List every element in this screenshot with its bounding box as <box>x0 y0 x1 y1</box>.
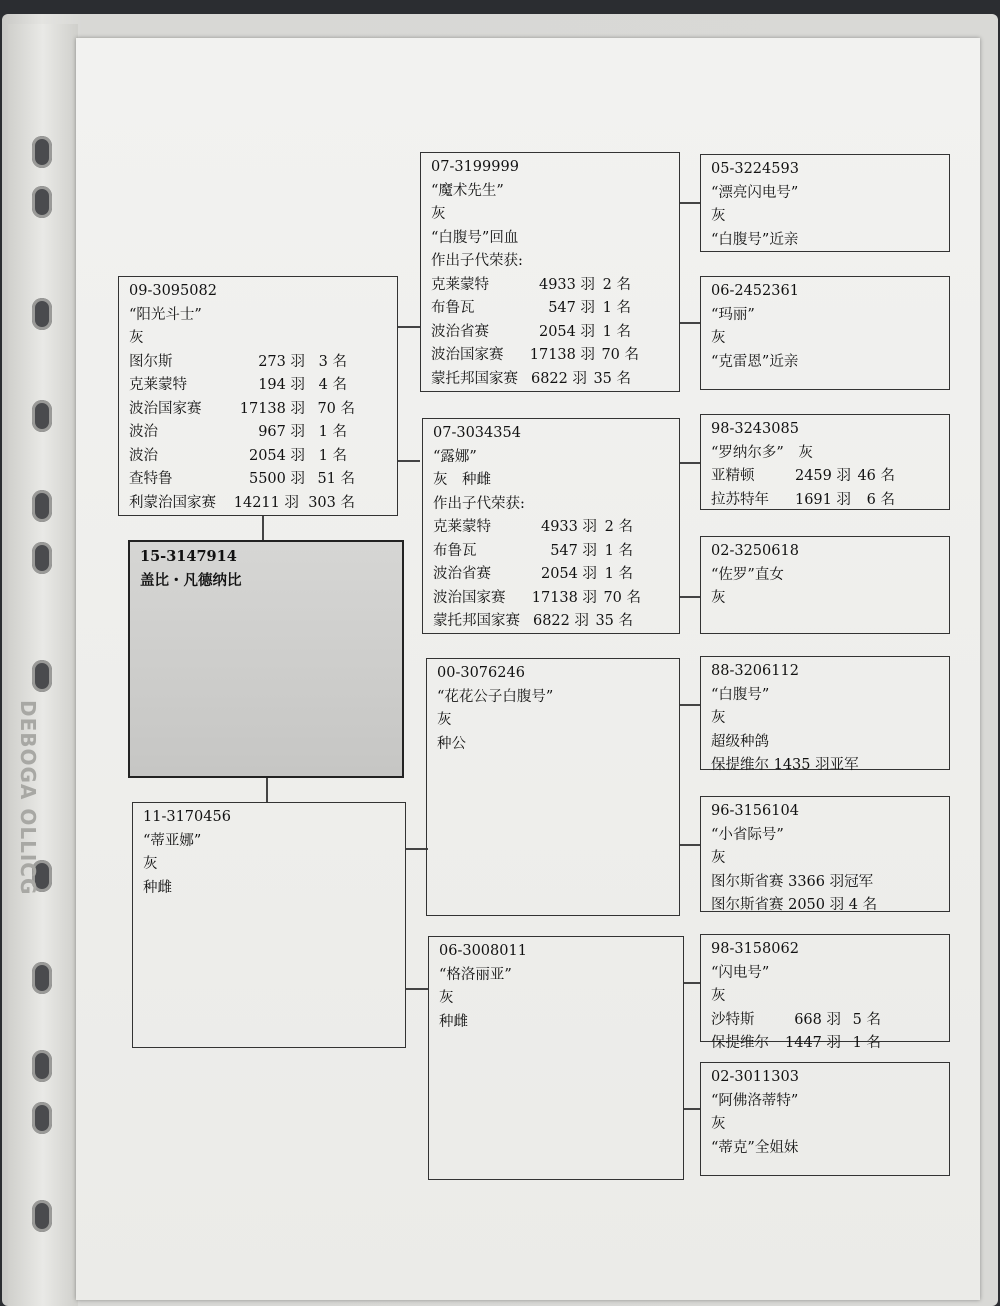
pigeon-name: “玛丽” <box>711 306 755 323</box>
result-row: 拉苏特年 1691 羽 6 名 <box>711 491 895 508</box>
connector-line <box>680 596 700 598</box>
punch-hole <box>32 1200 52 1232</box>
pigeon-name: “漂亮闪电号” <box>711 184 799 201</box>
punch-hole <box>32 542 52 574</box>
ring-number: 88-3206112 <box>711 663 799 679</box>
sire-dam-box <box>422 418 680 634</box>
pigeon-note: “克雷恩”近亲 <box>711 353 799 370</box>
pigeon-color: 灰 <box>431 206 446 222</box>
punch-hole <box>32 186 52 218</box>
connector-line <box>684 982 700 984</box>
result-row: 波治国家赛 17138 羽 70 名 <box>433 589 641 606</box>
sire-box <box>118 276 398 516</box>
sire-dam-sire-box <box>700 414 950 510</box>
race-result: 保提维尔 1435 羽亚军 <box>711 757 859 773</box>
pigeon-color: 灰 <box>711 710 726 726</box>
result-row: 亚精顿 2459 羽 46 名 <box>711 468 895 484</box>
result-row: 波治省赛 2054 羽 1 名 <box>431 323 631 340</box>
pigeon-name: “格洛丽亚” <box>439 966 512 983</box>
pigeon-name: “佐罗”直女 <box>711 566 784 583</box>
subject-box <box>128 540 404 778</box>
result-row: 克莱蒙特 194 羽 4 名 <box>129 377 347 393</box>
sleeve-brand: DEBOGA OLLICG <box>16 700 40 896</box>
dam-sire-sire-box <box>700 656 950 773</box>
ring-number: 05-3224593 <box>711 161 799 177</box>
sire-sire-dam-box <box>700 276 950 390</box>
connector-line <box>680 202 700 204</box>
sire-dam-dam-box <box>700 536 950 634</box>
result-row: 波治 967 羽 1 名 <box>129 424 347 440</box>
result-row: 波治省赛 2054 羽 1 名 <box>433 566 633 582</box>
connector-line <box>406 848 428 850</box>
pigeon-color: 灰 <box>437 712 452 728</box>
dam-dam-dam-box <box>700 1062 950 1176</box>
connector-line <box>398 460 420 462</box>
pigeon-color: 灰 <box>711 850 726 866</box>
result-row: 查特鲁 5500 羽 51 名 <box>129 471 355 487</box>
pigeon-color: 灰 <box>711 1116 726 1132</box>
pigeon-name: “魔术先生” <box>431 182 504 199</box>
punch-hole <box>32 400 52 432</box>
pigeon-color: 灰 <box>711 988 726 1004</box>
result-row: 布鲁瓦 547 羽 1 名 <box>431 300 631 316</box>
ring-number: 06-2452361 <box>711 283 799 299</box>
pigeon-note: 种雌 <box>439 1013 468 1030</box>
pigeon-color: 灰 <box>711 208 726 224</box>
result-row: 克莱蒙特 4933 羽 2 名 <box>431 276 631 293</box>
pedigree-sheet <box>76 38 980 1300</box>
punch-hole <box>32 298 52 330</box>
pigeon-color: 灰 <box>439 990 454 1006</box>
sire-sire-box <box>420 152 680 392</box>
ring-number: 96-3156104 <box>711 803 799 819</box>
ring-number: 02-3011303 <box>711 1069 799 1085</box>
pigeon-note: “白腹号”近亲 <box>711 231 799 248</box>
ring-number: 98-3158062 <box>711 941 799 957</box>
result-row: 波治 2054 羽 1 名 <box>129 447 347 464</box>
connector-line <box>406 988 428 990</box>
ring-number: 06-3008011 <box>439 943 527 959</box>
connector-line <box>680 462 700 464</box>
punch-hole <box>32 490 52 522</box>
ring-number: 11-3170456 <box>143 809 231 825</box>
pigeon-color: 灰 <box>711 330 726 346</box>
result-row: 利蒙治国家赛 14211 羽 303 名 <box>129 494 355 511</box>
pigeon-name: 盖比・凡德纳比 <box>140 571 242 589</box>
dam-sire-dam-box <box>700 796 950 912</box>
result-row: 蒙托邦国家赛 6822 羽 35 名 <box>431 370 631 387</box>
punch-hole <box>32 1050 52 1082</box>
result-row: 布鲁瓦 547 羽 1 名 <box>433 542 633 559</box>
pigeon-color: 灰 种雌 <box>433 472 491 488</box>
pigeon-color: 灰 <box>143 856 158 872</box>
pigeon-name: “白腹号” <box>711 686 770 703</box>
dam-dam-box <box>428 936 684 1180</box>
connector-line <box>680 844 700 846</box>
result-row: 克莱蒙特 4933 羽 2 名 <box>433 519 633 535</box>
connector-line <box>680 322 700 324</box>
result-row: 图尔斯 273 羽 3 名 <box>129 353 347 370</box>
connector-line <box>266 778 268 802</box>
dam-box <box>132 802 406 1048</box>
connector-line <box>680 704 700 706</box>
results-list <box>129 351 397 516</box>
punch-hole <box>32 136 52 168</box>
offspring-heading: 作出子代荣获: <box>433 495 525 512</box>
pigeon-name: “阿佛洛蒂特” <box>711 1092 799 1109</box>
pigeon-color: 灰 <box>129 330 144 346</box>
connector-line <box>262 516 264 540</box>
result-row: 沙特斯 668 羽 5 名 <box>711 1011 881 1028</box>
punch-hole <box>32 660 52 692</box>
pigeon-name: “小省际号” <box>711 826 784 843</box>
ring-number: 09-3095082 <box>129 283 217 299</box>
pigeon-name: “阳光斗士” <box>129 306 202 323</box>
pigeon-name: “罗纳尔多” 灰 <box>711 444 813 461</box>
pigeon-name: “露娜” <box>433 448 477 465</box>
pigeon-note: 超级种鸽 <box>711 733 769 750</box>
ring-number: 15-3147914 <box>140 548 237 565</box>
result-row: 波治国家赛 17138 羽 70 名 <box>431 347 639 363</box>
pigeon-note: 种雌 <box>143 879 172 896</box>
punch-hole <box>32 962 52 994</box>
pigeon-name: “花花公子白腹号” <box>437 688 554 705</box>
result-row: 波治国家赛 17138 羽 70 名 <box>129 400 355 417</box>
pigeon-name: “蒂亚娜” <box>143 832 202 849</box>
ring-number: 02-3250618 <box>711 543 799 559</box>
dam-dam-sire-box <box>700 934 950 1051</box>
sire-sire-sire-box <box>700 154 950 252</box>
offspring-heading: 作出子代荣获: <box>431 253 523 269</box>
result-row: 保提维尔 1447 羽 1 名 <box>711 1035 881 1051</box>
result-row: 蒙托邦国家赛 6822 羽 35 名 <box>433 613 633 629</box>
dam-sire-box <box>426 658 680 916</box>
pigeon-note: “蒂克”全姐妹 <box>711 1139 799 1156</box>
pigeon-note: “白腹号”回血 <box>431 229 519 246</box>
pigeon-name: “闪电号” <box>711 964 770 981</box>
connector-line <box>684 1108 700 1110</box>
race-result: 图尔斯省赛 3366 羽冠军 <box>711 873 874 890</box>
ring-number: 98-3243085 <box>711 421 799 437</box>
ring-number: 00-3076246 <box>437 665 525 681</box>
ring-number: 07-3034354 <box>433 425 521 441</box>
ring-number: 07-3199999 <box>431 159 519 175</box>
pigeon-note: 种公 <box>437 735 466 752</box>
punch-hole <box>32 1102 52 1134</box>
connector-line <box>398 326 420 328</box>
race-result: 图尔斯省赛 2050 羽 4 名 <box>711 897 878 913</box>
pigeon-color: 灰 <box>711 590 726 606</box>
